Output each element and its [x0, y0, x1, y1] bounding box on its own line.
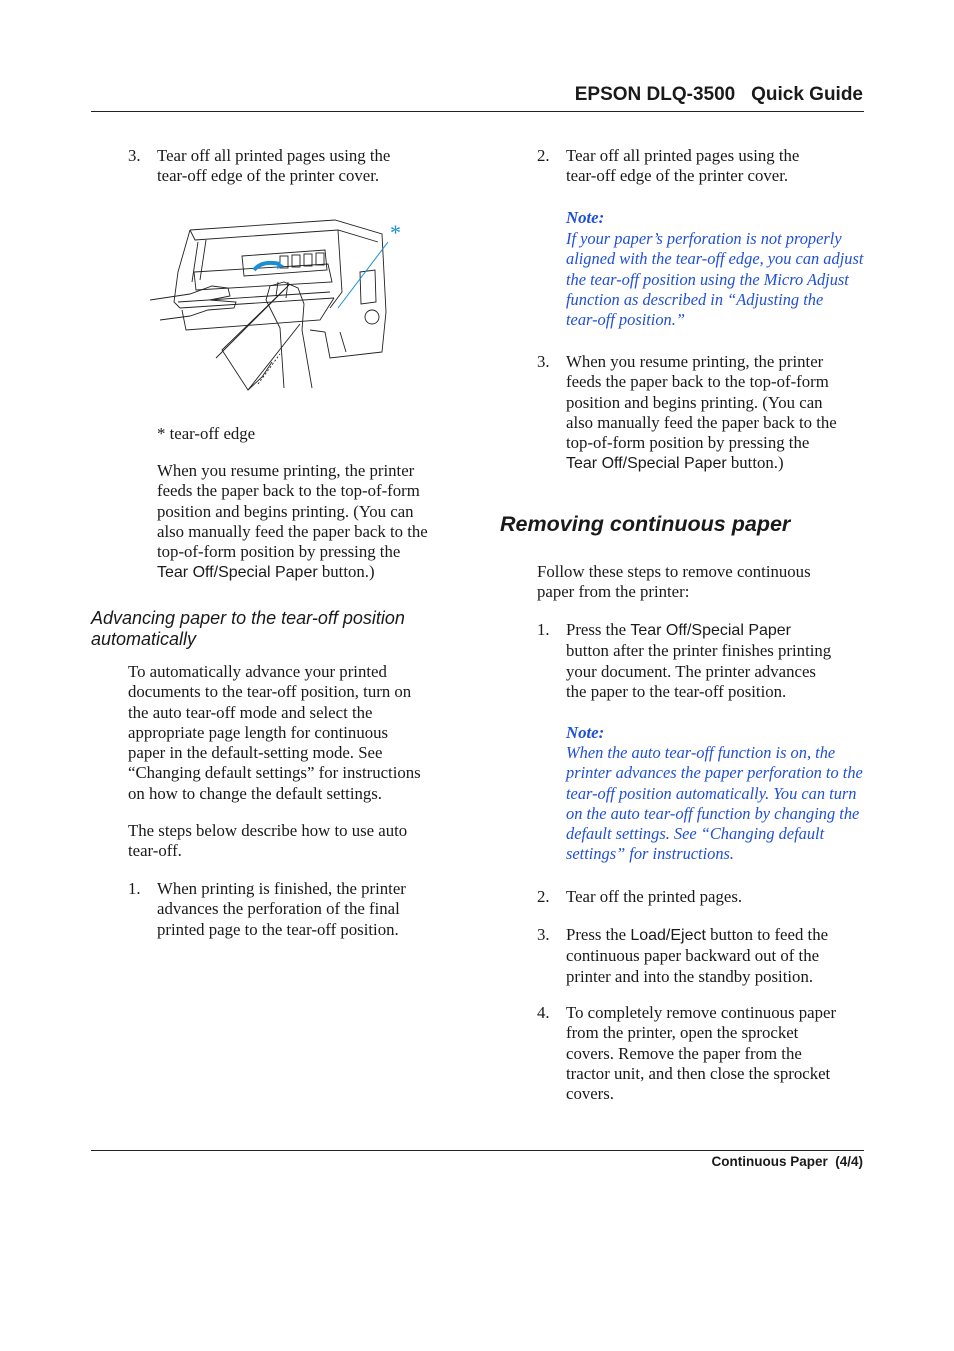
printer-tear-off-illustration	[150, 212, 410, 394]
note-heading: Note:	[566, 208, 605, 227]
figure-caption: * tear-off edge	[157, 424, 256, 443]
tear-off-marker: *	[390, 220, 401, 245]
step-text: Tear off all printed pages using the tear-off edge of the printer cover.	[157, 146, 391, 186]
resume-paragraph: When you resume printing, the printer feeds the paper back to the top-of-form position and begins printing. (You can also manually feed the paper back to the top-of-form position by pressing the Tear Off/Special Paper button.)	[157, 461, 428, 582]
step-text: Tear off the printed pages.	[566, 887, 743, 906]
leader-line	[338, 242, 388, 308]
tear-off-button-name: Tear Off/Special Paper	[157, 564, 318, 582]
subsection-heading: Advancing paper to the tear-off position automatically	[91, 608, 405, 649]
header-title: EPSON DLQ-3500 Quick Guide	[574, 84, 863, 105]
step-text: When you resume printing, the printer feeds the paper back to the top-of-form position and begins printing. (You can also manually feed the paper back to the top-of-form position by pressing the Tear Off/Special Paper button.)	[566, 352, 837, 473]
section-heading: Removing continuous paper	[500, 512, 791, 536]
step-text: Press the Load/Eject button to feed the continuous paper backward out of the printer and into the standby position.	[566, 925, 829, 986]
step-number: 1.	[128, 879, 141, 898]
footer-label: Continuous Paper (4/4)	[711, 1154, 863, 1169]
tear-off-button-name: Tear Off/Special Paper	[566, 455, 727, 473]
tear-off-button-name: Tear Off/Special Paper	[630, 622, 792, 639]
step-text: Press the Tear Off/Special Paper button after the printer finishes printing your document. The printer advances the paper to the tear-off position.	[566, 620, 832, 701]
step-number: 4.	[537, 1003, 550, 1022]
steps-intro-paragraph: The steps below describe how to use auto tear-off.	[128, 821, 408, 861]
load-eject-button-name: Load/Eject	[630, 927, 706, 944]
step-text: When printing is finished, the printer advances the perforation of the final printed page to the tear-off position.	[157, 879, 406, 939]
step-text: To completely remove continuous paper from the printer, open the sprocket covers. Remove the paper from the tractor unit, and then close the sprocket covers.	[566, 1003, 837, 1104]
note-body: If your paper’s perforation is not properly aligned with the tear-off edge, you can adjust the tear-off position using the Micro Adjust function as described in “Adjusting the tear-off position.”	[566, 229, 864, 330]
step-number: 3.	[537, 352, 550, 371]
footer-rule	[91, 1150, 864, 1151]
step-number: 2.	[537, 146, 550, 165]
note-body: When the auto tear-off function is on, the printer advances the paper perforation to the tear-off position automatically. You can turn on the auto tear-off function by changing the default settings. See “Changing default settings” for instructions.	[566, 743, 863, 864]
note-heading: Note:	[566, 723, 605, 742]
auto-tear-off-paragraph: To automatically advance your printed documents to the tear-off position, turn on the auto tear-off mode and select the appropriate page length for continuous paper in the default-setting mode. See “Changing default settings” for instructions on how to change the default settings.	[128, 662, 421, 803]
step-text: Tear off all printed pages using the tear-off edge of the printer cover.	[566, 146, 800, 186]
step-number: 2.	[537, 887, 550, 906]
step-number: 3.	[128, 146, 141, 165]
step-number: 3.	[537, 925, 550, 944]
section-intro: Follow these steps to remove continuous paper from the printer:	[537, 562, 811, 602]
header-rule	[91, 111, 864, 112]
step-number: 1.	[537, 620, 550, 639]
arrow-icon	[254, 263, 280, 270]
